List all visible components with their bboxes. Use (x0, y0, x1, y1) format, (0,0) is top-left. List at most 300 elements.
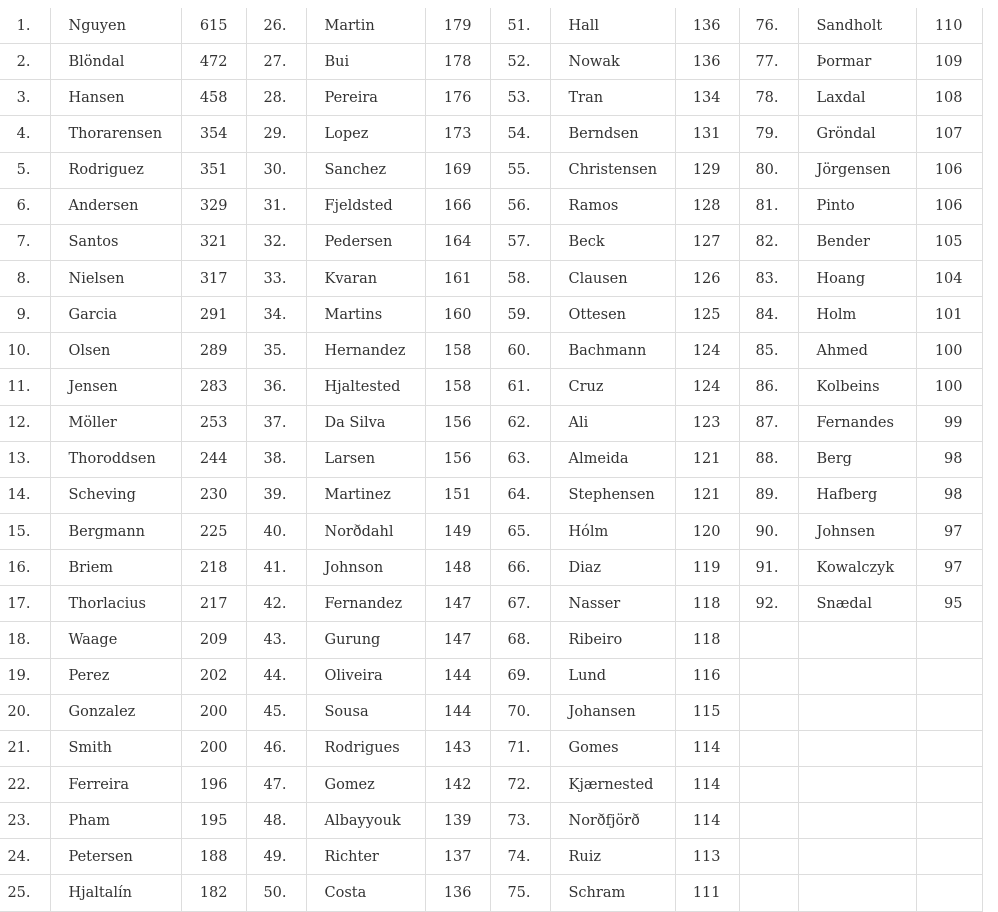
rank-cell: 73. (490, 803, 550, 839)
count-cell: 118 (675, 622, 739, 658)
empty-cell (739, 766, 798, 802)
surname-cell: Sanchez (306, 152, 425, 188)
surname-cell: Gomes (550, 730, 675, 766)
rank-cell: 84. (739, 297, 798, 333)
surname-cell: Johnsen (798, 513, 916, 549)
rank-cell: 37. (246, 405, 306, 441)
empty-cell (739, 694, 798, 730)
count-cell: 195 (181, 803, 246, 839)
rank-cell: 68. (490, 622, 550, 658)
count-cell: 98 (916, 441, 982, 477)
rank-cell: 47. (246, 766, 306, 802)
surname-cell: Hólm (550, 513, 675, 549)
surname-cell: Thorlacius (50, 586, 181, 622)
empty-cell (798, 658, 916, 694)
surname-cell: Laxdal (798, 80, 916, 116)
rank-cell: 61. (490, 369, 550, 405)
empty-cell (916, 694, 982, 730)
table-row (0, 441, 982, 477)
surname-cell: Bachmann (550, 333, 675, 369)
count-cell: 111 (675, 875, 739, 911)
count-cell: 173 (425, 116, 490, 152)
count-cell: 97 (916, 550, 982, 586)
surname-cell: Hall (550, 8, 675, 44)
rank-cell: 58. (490, 260, 550, 296)
surname-cell: Rodrigues (306, 730, 425, 766)
count-cell: 142 (425, 766, 490, 802)
empty-cell (916, 875, 982, 911)
rank-cell: 51. (490, 8, 550, 44)
rank-cell: 53. (490, 80, 550, 116)
rank-cell: 81. (739, 188, 798, 224)
rank-cell: 36. (246, 369, 306, 405)
count-cell: 143 (425, 730, 490, 766)
surname-cell: Ferreira (50, 766, 181, 802)
surname-cell: Möller (50, 405, 181, 441)
count-cell: 218 (181, 550, 246, 586)
rank-cell: 45. (246, 694, 306, 730)
table-row (0, 188, 982, 224)
count-cell: 253 (181, 405, 246, 441)
count-cell: 244 (181, 441, 246, 477)
surname-cell: Ruiz (550, 839, 675, 875)
rank-cell: 6. (0, 188, 50, 224)
rank-cell: 62. (490, 405, 550, 441)
count-cell: 100 (916, 369, 982, 405)
count-cell: 217 (181, 586, 246, 622)
count-cell: 209 (181, 622, 246, 658)
surname-cell: Hjaltested (306, 369, 425, 405)
rank-cell: 12. (0, 405, 50, 441)
table-row (0, 658, 982, 694)
count-cell: 615 (181, 8, 246, 44)
count-cell: 126 (675, 260, 739, 296)
surname-cell: Sousa (306, 694, 425, 730)
table-row (0, 694, 982, 730)
surname-cell: Fernandes (798, 405, 916, 441)
table-row (0, 803, 982, 839)
rank-cell: 27. (246, 44, 306, 80)
surname-cell: Bui (306, 44, 425, 80)
rank-cell: 30. (246, 152, 306, 188)
count-cell: 156 (425, 441, 490, 477)
surname-cell: Hansen (50, 80, 181, 116)
rank-cell: 44. (246, 658, 306, 694)
count-cell: 182 (181, 875, 246, 911)
count-cell: 120 (675, 513, 739, 549)
table-row (0, 80, 982, 116)
count-cell: 119 (675, 550, 739, 586)
surname-cell: Petersen (50, 839, 181, 875)
rank-cell: 23. (0, 803, 50, 839)
surname-cell: Nowak (550, 44, 675, 80)
count-cell: 131 (675, 116, 739, 152)
surname-cell: Andersen (50, 188, 181, 224)
table-row (0, 839, 982, 875)
table-row (0, 44, 982, 80)
surname-cell: Scheving (50, 477, 181, 513)
count-cell: 95 (916, 586, 982, 622)
count-cell: 147 (425, 586, 490, 622)
surname-cell: Gonzalez (50, 694, 181, 730)
rank-cell: 39. (246, 477, 306, 513)
rank-cell: 1. (0, 8, 50, 44)
surname-cell: Da Silva (306, 405, 425, 441)
table-row (0, 297, 982, 333)
count-cell: 98 (916, 477, 982, 513)
count-cell: 121 (675, 441, 739, 477)
rank-cell: 31. (246, 188, 306, 224)
rank-cell: 56. (490, 188, 550, 224)
rank-cell: 25. (0, 875, 50, 911)
count-cell: 151 (425, 477, 490, 513)
count-cell: 114 (675, 803, 739, 839)
count-cell: 107 (916, 116, 982, 152)
rank-cell: 70. (490, 694, 550, 730)
count-cell: 291 (181, 297, 246, 333)
table-row (0, 333, 982, 369)
surname-cell: Waage (50, 622, 181, 658)
count-cell: 149 (425, 513, 490, 549)
count-cell: 127 (675, 224, 739, 260)
count-cell: 116 (675, 658, 739, 694)
empty-cell (798, 839, 916, 875)
count-cell: 108 (916, 80, 982, 116)
surname-cell: Holm (798, 297, 916, 333)
surname-cell: Fernandez (306, 586, 425, 622)
count-cell: 134 (675, 80, 739, 116)
count-cell: 225 (181, 513, 246, 549)
surname-cell: Schram (550, 875, 675, 911)
count-cell: 289 (181, 333, 246, 369)
surname-cell: Jensen (50, 369, 181, 405)
count-cell: 114 (675, 730, 739, 766)
rank-cell: 79. (739, 116, 798, 152)
rank-cell: 13. (0, 441, 50, 477)
empty-cell (739, 730, 798, 766)
rank-cell: 21. (0, 730, 50, 766)
rank-cell: 17. (0, 586, 50, 622)
count-cell: 125 (675, 297, 739, 333)
count-cell: 202 (181, 658, 246, 694)
count-cell: 196 (181, 766, 246, 802)
empty-cell (739, 803, 798, 839)
empty-cell (739, 658, 798, 694)
count-cell: 176 (425, 80, 490, 116)
rank-cell: 63. (490, 441, 550, 477)
surname-cell: Garcia (50, 297, 181, 333)
surname-cell: Nielsen (50, 260, 181, 296)
surname-cell: Oliveira (306, 658, 425, 694)
rank-cell: 20. (0, 694, 50, 730)
table-row (0, 875, 982, 911)
count-cell: 139 (425, 803, 490, 839)
surname-cell: Jörgensen (798, 152, 916, 188)
rank-cell: 19. (0, 658, 50, 694)
rank-cell: 29. (246, 116, 306, 152)
surname-cell: Pereira (306, 80, 425, 116)
table-row (0, 152, 982, 188)
rank-cell: 4. (0, 116, 50, 152)
rank-cell: 76. (739, 8, 798, 44)
surname-cell: Hoang (798, 260, 916, 296)
count-cell: 164 (425, 224, 490, 260)
rank-cell: 90. (739, 513, 798, 549)
rank-cell: 35. (246, 333, 306, 369)
rank-cell: 57. (490, 224, 550, 260)
rank-cell: 89. (739, 477, 798, 513)
empty-cell (916, 839, 982, 875)
surname-cell: Tran (550, 80, 675, 116)
surname-cell: Lopez (306, 116, 425, 152)
surname-cell: Hernandez (306, 333, 425, 369)
surname-cell: Diaz (550, 550, 675, 586)
rank-cell: 26. (246, 8, 306, 44)
surname-cell: Perez (50, 658, 181, 694)
count-cell: 123 (675, 405, 739, 441)
count-cell: 136 (425, 875, 490, 911)
rank-cell: 64. (490, 477, 550, 513)
table-row (0, 116, 982, 152)
count-cell: 230 (181, 477, 246, 513)
count-cell: 104 (916, 260, 982, 296)
surname-cell: Bender (798, 224, 916, 260)
count-cell: 472 (181, 44, 246, 80)
surname-cell: Nguyen (50, 8, 181, 44)
empty-cell (916, 803, 982, 839)
count-cell: 118 (675, 586, 739, 622)
surname-cell: Berg (798, 441, 916, 477)
surname-cell: Sandholt (798, 8, 916, 44)
rank-cell: 2. (0, 44, 50, 80)
surname-cell: Ahmed (798, 333, 916, 369)
surname-cell: Smith (50, 730, 181, 766)
rank-cell: 50. (246, 875, 306, 911)
rank-cell: 86. (739, 369, 798, 405)
count-cell: 158 (425, 333, 490, 369)
empty-cell (916, 766, 982, 802)
surname-cell: Kowalczyk (798, 550, 916, 586)
rank-cell: 66. (490, 550, 550, 586)
count-cell: 115 (675, 694, 739, 730)
rank-cell: 41. (246, 550, 306, 586)
rank-cell: 55. (490, 152, 550, 188)
count-cell: 148 (425, 550, 490, 586)
rank-cell: 92. (739, 586, 798, 622)
count-cell: 200 (181, 694, 246, 730)
surname-cell: Gomez (306, 766, 425, 802)
rank-cell: 16. (0, 550, 50, 586)
count-cell: 178 (425, 44, 490, 80)
table-row (0, 550, 982, 586)
rank-cell: 82. (739, 224, 798, 260)
table-body (0, 8, 982, 911)
surname-cell: Blöndal (50, 44, 181, 80)
empty-cell (798, 875, 916, 911)
rank-cell: 80. (739, 152, 798, 188)
rank-cell: 38. (246, 441, 306, 477)
rank-cell: 69. (490, 658, 550, 694)
count-cell: 458 (181, 80, 246, 116)
empty-cell (916, 730, 982, 766)
empty-cell (916, 658, 982, 694)
surname-cell: Norðdahl (306, 513, 425, 549)
rank-cell: 75. (490, 875, 550, 911)
surname-cell: Snædal (798, 586, 916, 622)
count-cell: 97 (916, 513, 982, 549)
count-cell: 113 (675, 839, 739, 875)
rank-cell: 28. (246, 80, 306, 116)
count-cell: 283 (181, 369, 246, 405)
rank-cell: 5. (0, 152, 50, 188)
count-cell: 329 (181, 188, 246, 224)
table-row (0, 730, 982, 766)
rank-cell: 49. (246, 839, 306, 875)
table-row (0, 622, 982, 658)
rank-cell: 24. (0, 839, 50, 875)
empty-cell (798, 730, 916, 766)
count-cell: 101 (916, 297, 982, 333)
empty-cell (739, 622, 798, 658)
rank-cell: 48. (246, 803, 306, 839)
count-cell: 144 (425, 658, 490, 694)
count-cell: 317 (181, 260, 246, 296)
rank-cell: 42. (246, 586, 306, 622)
surname-cell: Johnson (306, 550, 425, 586)
surname-cell: Costa (306, 875, 425, 911)
rank-cell: 11. (0, 369, 50, 405)
empty-cell (798, 622, 916, 658)
rank-cell: 33. (246, 260, 306, 296)
surname-cell: Ottesen (550, 297, 675, 333)
table-row (0, 513, 982, 549)
count-cell: 109 (916, 44, 982, 80)
surname-cell: Bergmann (50, 513, 181, 549)
surname-cell: Rodriguez (50, 152, 181, 188)
surname-cell: Martin (306, 8, 425, 44)
empty-cell (739, 875, 798, 911)
surname-cell: Fjeldsted (306, 188, 425, 224)
count-cell: 100 (916, 333, 982, 369)
count-cell: 99 (916, 405, 982, 441)
surname-cell: Albayyouk (306, 803, 425, 839)
count-cell: 188 (181, 839, 246, 875)
rank-cell: 72. (490, 766, 550, 802)
rank-cell: 74. (490, 839, 550, 875)
count-cell: 128 (675, 188, 739, 224)
surname-cell: Clausen (550, 260, 675, 296)
table-row (0, 405, 982, 441)
surname-cell: Christensen (550, 152, 675, 188)
rank-cell: 3. (0, 80, 50, 116)
rank-cell: 71. (490, 730, 550, 766)
empty-cell (798, 766, 916, 802)
count-cell: 129 (675, 152, 739, 188)
rank-cell: 67. (490, 586, 550, 622)
rank-cell: 60. (490, 333, 550, 369)
rank-cell: 15. (0, 513, 50, 549)
count-cell: 121 (675, 477, 739, 513)
surname-cell: Thorarensen (50, 116, 181, 152)
empty-cell (739, 839, 798, 875)
count-cell: 124 (675, 369, 739, 405)
surname-cell: Lund (550, 658, 675, 694)
count-cell: 110 (916, 8, 982, 44)
rank-cell: 85. (739, 333, 798, 369)
count-cell: 156 (425, 405, 490, 441)
surname-cell: Richter (306, 839, 425, 875)
surname-cell: Kjærnested (550, 766, 675, 802)
surname-frequency-table (0, 8, 983, 912)
surname-cell: Norðfjörð (550, 803, 675, 839)
rank-cell: 22. (0, 766, 50, 802)
surname-cell: Pinto (798, 188, 916, 224)
surname-cell: Hafberg (798, 477, 916, 513)
rank-cell: 9. (0, 297, 50, 333)
rank-cell: 32. (246, 224, 306, 260)
surname-cell: Thoroddsen (50, 441, 181, 477)
rank-cell: 65. (490, 513, 550, 549)
count-cell: 166 (425, 188, 490, 224)
rank-cell: 46. (246, 730, 306, 766)
count-cell: 160 (425, 297, 490, 333)
count-cell: 321 (181, 224, 246, 260)
rank-cell: 34. (246, 297, 306, 333)
count-cell: 124 (675, 333, 739, 369)
surname-cell: Beck (550, 224, 675, 260)
surname-cell: Olsen (50, 333, 181, 369)
count-cell: 136 (675, 8, 739, 44)
count-cell: 161 (425, 260, 490, 296)
table-row (0, 586, 982, 622)
count-cell: 351 (181, 152, 246, 188)
rank-cell: 83. (739, 260, 798, 296)
rank-cell: 77. (739, 44, 798, 80)
surname-cell: Johansen (550, 694, 675, 730)
count-cell: 158 (425, 369, 490, 405)
count-cell: 105 (916, 224, 982, 260)
table-row (0, 766, 982, 802)
empty-cell (916, 622, 982, 658)
count-cell: 114 (675, 766, 739, 802)
count-cell: 106 (916, 188, 982, 224)
surname-cell: Gröndal (798, 116, 916, 152)
rank-cell: 78. (739, 80, 798, 116)
count-cell: 169 (425, 152, 490, 188)
rank-cell: 8. (0, 260, 50, 296)
surname-cell: Larsen (306, 441, 425, 477)
surname-cell: Hjaltalín (50, 875, 181, 911)
table-row (0, 224, 982, 260)
rank-cell: 43. (246, 622, 306, 658)
rank-cell: 18. (0, 622, 50, 658)
count-cell: 106 (916, 152, 982, 188)
rank-cell: 40. (246, 513, 306, 549)
surname-cell: Gurung (306, 622, 425, 658)
table-row (0, 369, 982, 405)
count-cell: 200 (181, 730, 246, 766)
count-cell: 147 (425, 622, 490, 658)
surname-cell: Almeida (550, 441, 675, 477)
rank-cell: 59. (490, 297, 550, 333)
surname-cell: Cruz (550, 369, 675, 405)
table-row (0, 477, 982, 513)
surname-cell: Pedersen (306, 224, 425, 260)
surname-cell: Kolbeins (798, 369, 916, 405)
surname-cell: Stephensen (550, 477, 675, 513)
surname-cell: Ribeiro (550, 622, 675, 658)
surname-cell: Martins (306, 297, 425, 333)
